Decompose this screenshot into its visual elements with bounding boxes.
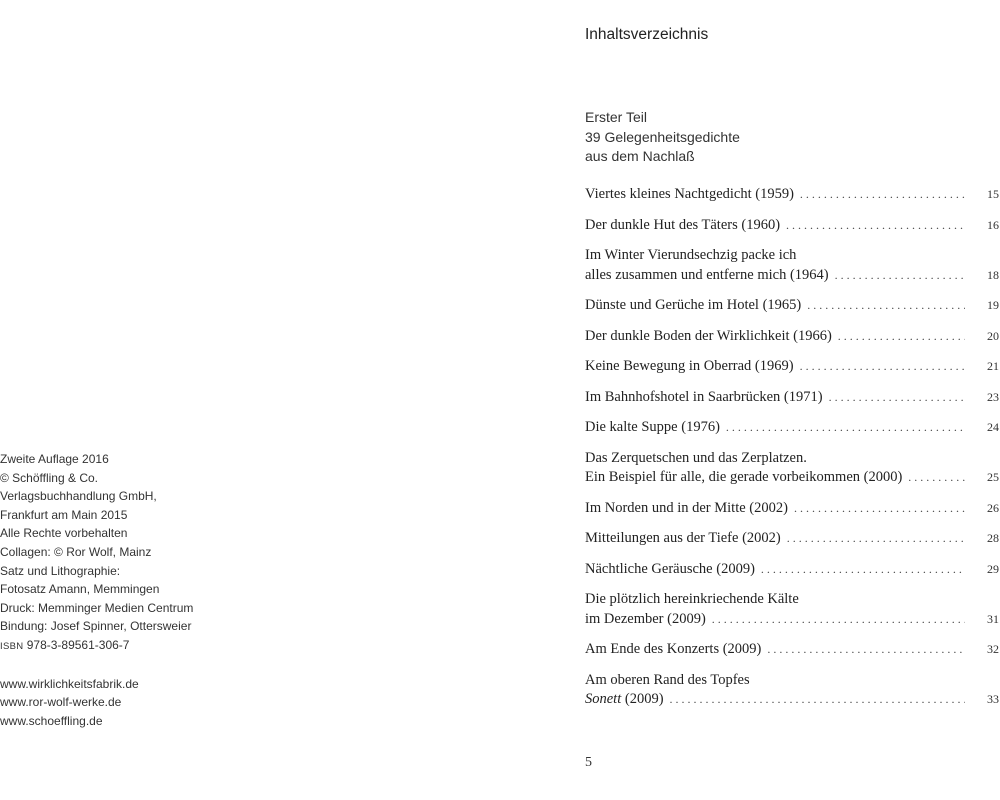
part-heading-line: Erster Teil — [585, 109, 647, 125]
toc-entry-title — [585, 469, 902, 486]
imprint-line: Druck: Memminger Medien Centrum — [0, 600, 194, 615]
toc-entry-line — [585, 641, 999, 661]
dot-leader — [794, 501, 965, 516]
toc-entry-title: Der dunkle Hut des Täters (1960) — [585, 216, 781, 233]
toc-entry-italic: Sonett — [585, 691, 622, 707]
toc-entry-title: Im Norden und in der Mitte (2002) — [585, 499, 788, 516]
dot-leader — [829, 390, 965, 405]
part-heading-line: aus dem Nachlaß — [585, 148, 695, 164]
imprint-block — [0, 450, 240, 730]
imprint-line: Frankfurt am Main 2015 — [0, 507, 128, 522]
toc-entry[interactable] — [585, 297, 999, 317]
imprint-line: Fotosatz Amann, Memmingen — [0, 582, 160, 597]
toc-entry[interactable] — [585, 500, 999, 520]
toc-list — [585, 186, 999, 722]
toc-entry-line — [585, 389, 999, 409]
toc-page-number: 15 — [987, 187, 999, 201]
toc-entry-line — [585, 358, 999, 378]
imprint-line: Verlagsbuchhandlung GmbH, — [0, 489, 157, 504]
toc-page-number: 33 — [987, 692, 999, 706]
toc-entry-title: Die plötzlich hereinkriechende Kälte — [585, 591, 799, 607]
toc-entry-title-line — [585, 247, 999, 267]
imprint-line: Collagen: © Ror Wolf, Mainz — [0, 544, 152, 559]
toc-entry-title-line — [585, 450, 999, 470]
dot-leader — [908, 470, 965, 485]
toc-page-number: 19 — [987, 298, 999, 312]
toc-entry[interactable] — [585, 389, 999, 409]
toc-page-number: 25 — [987, 470, 999, 484]
toc-entry-line — [585, 267, 999, 287]
toc-entry[interactable] — [585, 247, 999, 286]
toc-entry-title: Die kalte Suppe (1976) — [585, 419, 720, 435]
toc-entry-title: Im Winter Vierundsechzig packe ich — [585, 247, 797, 263]
toc-entry[interactable] — [585, 328, 999, 348]
toc-entry[interactable] — [585, 419, 999, 439]
dot-leader — [800, 187, 965, 202]
imprint-line: Alle Rechte vorbehalten — [0, 526, 128, 541]
dot-leader — [838, 329, 965, 344]
toc-entry[interactable] — [585, 561, 999, 581]
toc-entry-title-text: Ein Beispiel für alle, die gerade vorbeikommen (2000) — [585, 469, 903, 485]
url-list — [0, 675, 240, 731]
toc-entry-line — [585, 561, 999, 581]
toc-page-number: 32 — [987, 642, 999, 656]
toc-entry-title-line — [585, 591, 999, 611]
toc-page-number: 26 — [987, 500, 999, 515]
toc-page-number: 21 — [987, 359, 999, 373]
url-link[interactable]: www.wirklichkeitsfabrik.de — [0, 676, 139, 691]
toc-page-number: 18 — [987, 267, 999, 282]
toc-entry-title: Im Bahnhofshotel in Saarbrücken (1971) — [585, 388, 823, 405]
url-link[interactable]: www.schoeffling.de — [0, 713, 103, 728]
toc-page-number: 29 — [987, 561, 999, 576]
isbn-number: 978-3-89561-306-7 — [26, 637, 130, 652]
url-link[interactable]: www.ror-wolf-werke.de — [0, 695, 122, 710]
toc-entry-line — [585, 530, 999, 550]
dot-leader — [787, 531, 965, 546]
dot-leader — [712, 612, 965, 627]
toc-entry[interactable] — [585, 672, 999, 711]
toc-entry-title-line — [585, 672, 999, 692]
toc-entry-title: Der dunkle Boden der Wirklichkeit (1966) — [585, 327, 832, 344]
toc-title: Inhaltsverzeichnis — [585, 26, 709, 43]
toc-entry[interactable] — [585, 591, 999, 630]
dot-leader — [800, 359, 965, 374]
dot-leader — [835, 268, 965, 283]
toc-page-number: 20 — [987, 328, 999, 343]
toc-entry-line — [585, 297, 999, 317]
dot-leader — [786, 218, 965, 233]
toc-entry-title: Das Zerquetschen und das Zerplatzen. — [585, 449, 807, 466]
toc-entry-line — [585, 500, 999, 520]
toc-entry-title-text: (2009) — [621, 691, 664, 707]
toc-entry[interactable] — [585, 530, 999, 550]
part-heading-line: 39 Gelegenheitsgedichte — [585, 128, 740, 145]
toc-entry-title: Am Ende des Konzerts (2009) — [585, 641, 762, 657]
toc-page-number: 16 — [987, 217, 999, 232]
toc-page-number: 28 — [987, 531, 999, 545]
toc-entry[interactable] — [585, 450, 999, 489]
toc-entry-title — [585, 691, 664, 708]
toc-entry-line — [585, 419, 999, 439]
toc-entry-line — [585, 611, 999, 631]
dot-leader — [726, 420, 965, 435]
toc-entry-line — [585, 186, 999, 206]
toc-entry[interactable] — [585, 358, 999, 378]
toc-entry-title: Am oberen Rand des Topfes — [585, 671, 750, 688]
dot-leader — [670, 692, 965, 707]
toc-entry[interactable] — [585, 641, 999, 661]
page-number: 5 — [585, 755, 592, 770]
toc-page-number: 24 — [987, 420, 999, 434]
toc-entry-line — [585, 469, 999, 489]
toc-entry-line — [585, 217, 999, 237]
isbn-label: ISBN — [0, 640, 24, 652]
imprint-line: Bindung: Josef Spinner, Ottersweier — [0, 619, 192, 634]
toc-page-number: 23 — [987, 389, 999, 404]
dot-leader — [767, 642, 965, 657]
toc-entry[interactable] — [585, 186, 999, 206]
toc-entry-line — [585, 328, 999, 348]
dot-leader — [807, 298, 965, 313]
part-heading — [585, 108, 740, 167]
toc-page-number: 31 — [987, 611, 999, 626]
dot-leader — [761, 562, 965, 577]
isbn-line — [0, 636, 240, 657]
toc-entry-title-text: im Dezember (2009) — [585, 610, 706, 627]
imprint-line: © Schöffling & Co. — [0, 470, 99, 485]
toc-entry-line — [585, 691, 999, 711]
toc-entry-title — [585, 267, 829, 284]
toc-entry-title: Nächtliche Geräusche (2009) — [585, 560, 755, 577]
toc-entry-title: Mitteilungen aus der Tiefe (2002) — [585, 530, 781, 546]
imprint-line: Satz und Lithographie: — [0, 563, 121, 578]
toc-entry-title: Dünste und Gerüche im Hotel (1965) — [585, 297, 802, 313]
toc-entry-title — [585, 611, 706, 628]
toc-entry-title-text: alles zusammen und entferne mich (1964) — [585, 266, 829, 283]
toc-entry[interactable] — [585, 217, 999, 237]
toc-entry-title: Keine Bewegung in Oberrad (1969) — [585, 358, 794, 374]
toc-entry-title: Viertes kleines Nachtgedicht (1959) — [585, 186, 794, 202]
imprint-line: Zweite Auflage 2016 — [0, 452, 109, 466]
